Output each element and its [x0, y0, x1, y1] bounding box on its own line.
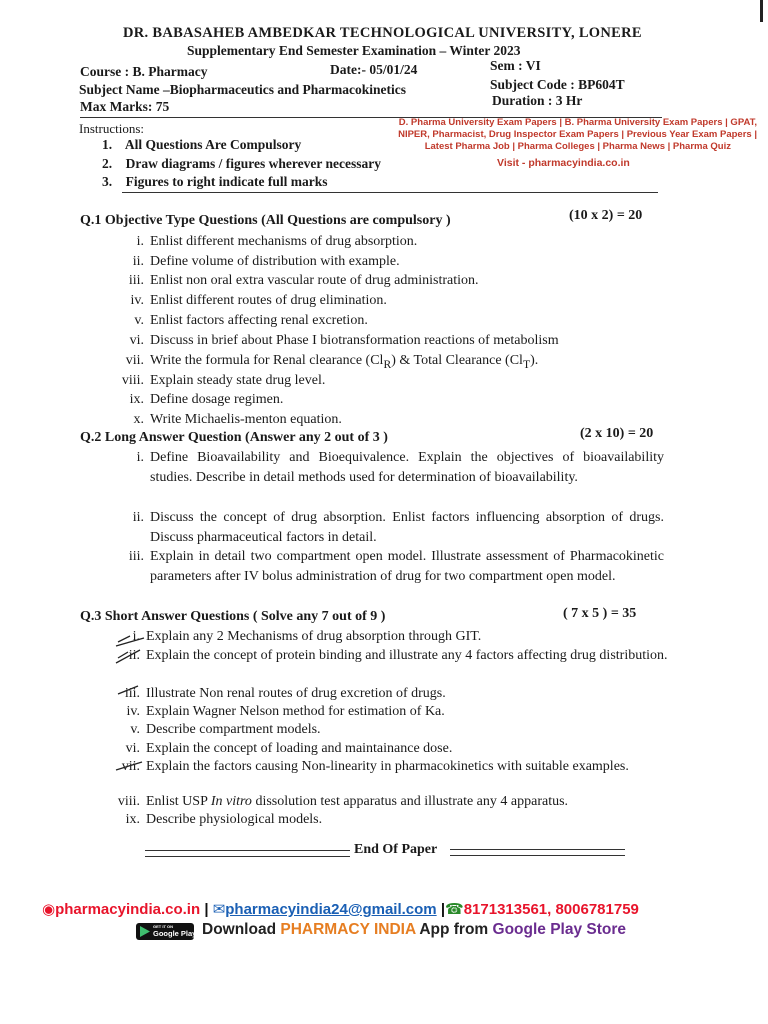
subject-code: Subject Code : BP604T [490, 77, 625, 92]
item-text: Define dosage regimen. [150, 392, 284, 407]
university-name: DR. BABASAHEB AMBEDKAR TECHNOLOGICAL UNIVERSITY, LONERE [123, 25, 642, 41]
q3-marks: ( 7 x 5 ) = 35 [563, 606, 637, 621]
badge-store-text: Google Play [153, 929, 197, 938]
promo-line-1: D. Pharma University Exam Papers | B. Pharma University Exam Papers | GPAT, [398, 117, 757, 128]
instruction-text: Figures to right indicate full marks [125, 174, 328, 189]
q3-item [108, 757, 668, 777]
item-text: Describe compartment models. [146, 722, 321, 737]
item-number: v. [130, 722, 140, 737]
tick-mark-ii [116, 650, 140, 663]
duration: Duration : 3 Hr [492, 93, 583, 108]
item-number: iii. [128, 273, 144, 288]
q3-item [108, 739, 452, 759]
play-icon [140, 926, 150, 937]
badge-small-text: GET IT ON [153, 924, 173, 929]
item-number: ii. [132, 254, 144, 269]
subscript-t: T [522, 357, 531, 371]
item-text: Enlist USP [146, 794, 208, 809]
visit-link[interactable]: Visit - pharmacyindia.co.in [497, 157, 630, 169]
q3-item [108, 810, 322, 830]
item-text: Explain the concept of protein binding and illustrate any 4 factors affecting drug distribution. [146, 648, 668, 663]
item-text: Discuss the concept of drug absorption. Enlist factors influencing absorption of drugs. Discuss pharmaceutical factors in detail. [150, 510, 664, 545]
item-number: viii. [121, 373, 144, 388]
item-text: Describe physiological models. [146, 812, 323, 827]
scan-edge-mark [760, 0, 763, 22]
promo-line-3: Latest Pharma Job | Pharma Colleges | Pharma News | Pharma Quiz [424, 141, 731, 152]
semester-label: Sem : VI [490, 58, 541, 73]
mail-icon: ✉ [212, 901, 226, 918]
q3-item [108, 627, 481, 647]
course-label: Course : B. Pharmacy [80, 64, 208, 79]
q2-item [112, 448, 664, 488]
footer-separator: | [440, 901, 446, 918]
end-line-left [145, 850, 350, 857]
item-text: Write Michaelis-menton equation. [150, 412, 342, 427]
q3-item [108, 792, 568, 812]
item-italic: In vitro [210, 794, 252, 809]
instruction-3 [102, 174, 328, 190]
item-number: iv. [130, 293, 144, 308]
item-text: Enlist factors affecting renal excretion. [150, 313, 368, 328]
item-number: viii. [117, 794, 140, 809]
q1-item [112, 291, 387, 311]
subject-name: Subject Name –Biopharmaceutics and Pharmacokinetics [79, 82, 406, 97]
q1-item [112, 371, 325, 391]
tick-mark-vii [116, 762, 142, 770]
item-number: iii. [124, 686, 140, 701]
promo-block [360, 117, 757, 153]
phone-icon: ☎ [445, 901, 464, 918]
instructions-label: Instructions: [79, 121, 144, 136]
item-text: Enlist different mechanisms of drug absorption. [150, 234, 418, 249]
instruction-num: 1. [102, 137, 113, 152]
item-number: ii. [128, 648, 140, 663]
q1-item [112, 252, 400, 272]
footer-phones[interactable]: 8171313561, 8006781759 [463, 901, 639, 918]
item-text: Define volume of distribution with example. [150, 254, 400, 269]
item-text-cont: ) & Total Clearance (Cl [391, 353, 523, 368]
exam-date: Date:- 05/01/24 [330, 62, 418, 77]
item-number: vi. [129, 333, 144, 348]
instruction-1 [102, 137, 301, 153]
q2-title: Q.2 Long Answer Question (Answer any 2 out of 3 ) [80, 430, 388, 445]
item-text: Define Bioavailability and Bioequivalence. Explain the objectives of bioavailability studies. Describe in detail methods used for determination of bioavailability. [150, 450, 664, 485]
q1-title: Q.1 Objective Type Questions (All Questions are compulsory ) [80, 213, 451, 228]
promo-line-2: NIPER, Pharmacist, Drug Inspector Exam Papers | Previous Year Exam Papers | [398, 129, 757, 140]
footer-contact [42, 900, 639, 918]
item-number: vii. [121, 759, 140, 774]
q1-item [112, 271, 479, 291]
item-number: x. [133, 412, 144, 427]
q3-item [108, 702, 445, 722]
globe-icon: ◉ [42, 901, 56, 918]
q1-item [112, 331, 559, 351]
subscript-r: R [383, 357, 392, 371]
item-number: vii. [125, 353, 144, 368]
item-text: Enlist different routes of drug elimination. [150, 293, 387, 308]
google-play-badge[interactable] [136, 923, 197, 940]
instruction-text: Draw diagrams / figures wherever necessary [125, 156, 381, 171]
end-line-right [450, 849, 625, 856]
item-number: i. [132, 629, 140, 644]
item-number: ix. [125, 812, 140, 827]
item-text: Write the formula for Renal clearance (Cl [150, 353, 384, 368]
item-text-end: ). [530, 353, 539, 368]
item-text: Explain the factors causing Non-linearity in pharmacokinetics with suitable examples. [146, 759, 629, 774]
q3-title: Q.3 Short Answer Questions ( Solve any 7 out of 9 ) [80, 609, 386, 624]
item-text: Explain steady state drug level. [150, 373, 326, 388]
download-prefix: Download [202, 921, 277, 938]
exam-title: Supplementary End Semester Examination – Winter 2023 [187, 43, 521, 58]
tick-mark-i [116, 636, 144, 646]
item-number: i. [136, 450, 144, 465]
q2-item [112, 508, 664, 548]
instruction-2 [102, 156, 381, 172]
instruction-num: 2. [102, 156, 113, 171]
end-of-paper: End Of Paper [354, 842, 438, 857]
item-text: Enlist non oral extra vascular route of drug administration. [150, 273, 479, 288]
max-marks: Max Marks: 75 [80, 99, 170, 114]
q1-item [112, 232, 417, 252]
item-text-end: dissolution test apparatus and illustrate any 4 apparatus. [255, 794, 569, 809]
app-name[interactable]: PHARMACY INDIA [280, 921, 416, 938]
q1-item [112, 390, 283, 410]
item-text: Illustrate Non renal routes of drug excretion of drugs. [146, 686, 446, 701]
q2-marks: (2 x 10) = 20 [580, 426, 654, 441]
item-text: Explain in detail two compartment open model. Illustrate assessment of Pharmacokinetic parameters after IV bolus administration of drug for two compartment open model. [150, 549, 664, 584]
item-number: v. [134, 313, 144, 328]
q3-item [108, 646, 668, 666]
q3-item [108, 684, 446, 704]
instructions-divider [122, 192, 658, 193]
item-text: Explain the concept of loading and maintainance dose. [146, 741, 453, 756]
q1-marks: (10 x 2) = 20 [569, 208, 643, 223]
item-number: iv. [126, 704, 140, 719]
tick-mark-iii [118, 686, 138, 694]
instruction-num: 3. [102, 174, 113, 189]
footer-separator: | [204, 901, 209, 918]
q1-item [112, 410, 342, 430]
item-number: ii. [132, 510, 144, 525]
footer-email[interactable]: pharmacyindia24@gmail.com [225, 901, 437, 918]
item-number: i. [136, 234, 144, 249]
q1-item [112, 311, 368, 331]
q2-item [112, 547, 664, 587]
item-text: Explain any 2 Mechanisms of drug absorption through GIT. [146, 629, 482, 644]
item-text: Explain Wagner Nelson method for estimation of Ka. [146, 704, 445, 719]
item-number: iii. [128, 549, 144, 564]
item-number: ix. [129, 392, 144, 407]
item-number: vi. [125, 741, 140, 756]
store-name[interactable]: Google Play Store [492, 921, 627, 938]
item-text: Discuss in brief about Phase I biotransformation reactions of metabolism [150, 333, 559, 348]
footer-website[interactable]: pharmacyindia.co.in [55, 901, 201, 918]
download-mid: App from [419, 921, 489, 938]
instruction-text: All Questions Are Compulsory [124, 137, 302, 152]
footer-download [202, 921, 626, 939]
pen-tick-marks [114, 628, 154, 778]
